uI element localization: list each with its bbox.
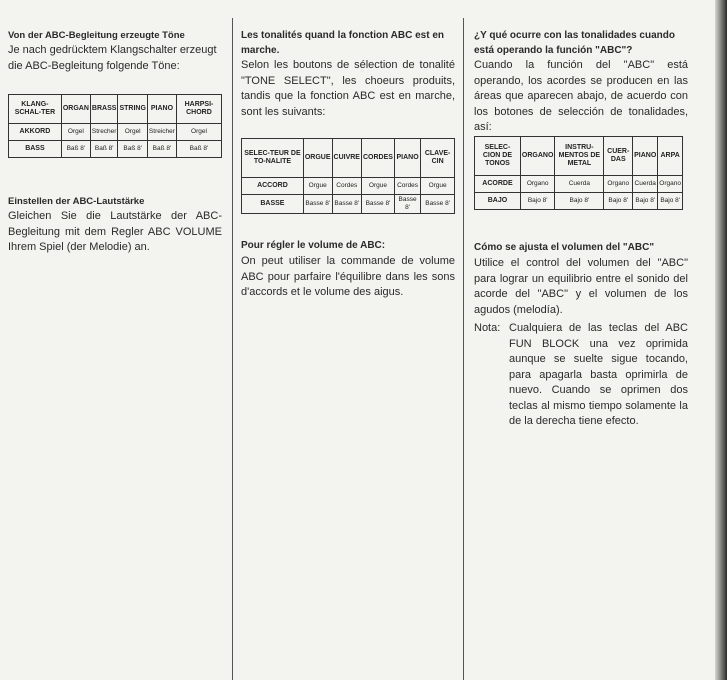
table-cell: Baß 8' bbox=[90, 141, 118, 158]
table-cell: Cuerda bbox=[555, 176, 604, 193]
table-row bbox=[9, 141, 222, 158]
col3-para-volume: Utilice el control del volumen del "ABC" para lograr un equilibrio entre el sonido del acorde del "ABC" y el volumen de los agudos (melodía). bbox=[474, 257, 688, 316]
table-cell: Streicher bbox=[147, 124, 176, 141]
table-cell: Cordes bbox=[394, 178, 420, 195]
col3-nota-text: Cualquiera de las teclas del ABC FUN BLOCK una vez oprimida aunque se suelte sigue tocando, para apagarla basta oprimirla de nuevo. Cuando se oprimen dos teclas al mismo tiempo solamente la de la derecha tiene efecto. bbox=[509, 322, 688, 427]
table-header-cell: ORGUE bbox=[303, 139, 332, 178]
table-cell: Bajo 8' bbox=[604, 193, 633, 210]
table-header-cell: CORDES bbox=[361, 139, 394, 178]
table-cell: Orgue bbox=[361, 178, 394, 195]
table-cell: Basse 8' bbox=[332, 195, 361, 214]
table-cell: ACCORD bbox=[242, 178, 304, 195]
col3-tone-table bbox=[474, 136, 683, 210]
table-cell: Basse 8' bbox=[303, 195, 332, 214]
col1-heading-tones: Von der ABC-Begleitung erzeugte Töne bbox=[8, 30, 185, 41]
col1-tone-table bbox=[8, 94, 222, 158]
table-cell: Organo bbox=[604, 176, 633, 193]
table-header-cell: HARPSI-CHORD bbox=[176, 95, 221, 124]
table-cell: Orgue bbox=[303, 178, 332, 195]
table-header-cell: STRING bbox=[118, 95, 147, 124]
table-header-cell: PIANO bbox=[394, 139, 420, 178]
table-cell: Basse 8' bbox=[361, 195, 394, 214]
column-divider-left bbox=[232, 18, 233, 680]
table-header-row bbox=[9, 95, 222, 124]
table-header-row bbox=[475, 137, 683, 176]
table-cell: Orgel bbox=[176, 124, 221, 141]
table-cell: Strecher bbox=[90, 124, 118, 141]
table-row bbox=[475, 176, 683, 193]
table-header-cell: ORGANO bbox=[520, 137, 555, 176]
col3-para-tones: Cuando la función del "ABC" está operando, los acordes se producen en las áreas que aparecen abajo, de acuerdo con los botones de selección de tonalidades, así: bbox=[474, 59, 688, 133]
table-cell: Baß 8' bbox=[61, 141, 90, 158]
col1-para-tones: Je nach gedrücktem Klangschalter erzeugt die ABC-Begleitung folgende Töne: bbox=[8, 44, 217, 72]
table-cell: BASSE bbox=[242, 195, 304, 214]
table-header-cell: ARPA bbox=[658, 137, 683, 176]
table-header-cell: BRASS bbox=[90, 95, 118, 124]
table-header-cell: CUER-DAS bbox=[604, 137, 633, 176]
table-cell: Baß 8' bbox=[147, 141, 176, 158]
table-row bbox=[242, 178, 455, 195]
table-cell: ACORDE bbox=[475, 176, 521, 193]
table-cell: Basse 8' bbox=[421, 195, 455, 214]
table-row bbox=[9, 124, 222, 141]
table-header-row bbox=[242, 139, 455, 178]
table-cell: Cuerda bbox=[633, 176, 658, 193]
table-row bbox=[475, 193, 683, 210]
table-header-cell: SELEC-TEUR DE TO-NALITE bbox=[242, 139, 304, 178]
col3-nota-label: Nota: bbox=[474, 322, 501, 334]
table-cell: AKKORD bbox=[9, 124, 62, 141]
table-cell: Bajo 8' bbox=[658, 193, 683, 210]
column-divider-right bbox=[463, 18, 464, 680]
table-cell: Bajo 8' bbox=[520, 193, 555, 210]
table-cell: Orgel bbox=[118, 124, 147, 141]
col3-heading-volume: Cómo se ajusta el volumen del "ABC" bbox=[474, 242, 655, 253]
col3-heading-tones: ¿Y qué ocurre con las tonalidades cuando está operando la función "ABC"? bbox=[474, 30, 675, 56]
col2-heading-volume: Pour régler le volume de ABC: bbox=[241, 240, 386, 251]
col2-heading-tones: Les tonalités quand la fonction ABC est en marche. bbox=[241, 30, 444, 56]
table-cell: BAJO bbox=[475, 193, 521, 210]
table-cell: Organo bbox=[658, 176, 683, 193]
table-header-cell: PIANO bbox=[633, 137, 658, 176]
table-header-cell: SELEC-CION DE TONOS bbox=[475, 137, 521, 176]
col1-heading-volume: Einstellen der ABC-Lautstärke bbox=[8, 196, 145, 207]
col2-tone-table bbox=[241, 138, 455, 214]
table-header-cell: INSTRU-MENTOS DE METAL bbox=[555, 137, 604, 176]
table-cell: Orgue bbox=[421, 178, 455, 195]
table-row bbox=[242, 195, 455, 214]
table-header-cell: KLANG-SCHAL-TER bbox=[9, 95, 62, 124]
col2-para-volume: On peut utiliser la commande de volume ABC pour parfaire l'équilibre dans les sons d'accords et le volume des aigus. bbox=[241, 255, 455, 298]
table-cell: BASS bbox=[9, 141, 62, 158]
table-cell: Basse 8' bbox=[394, 195, 420, 214]
table-cell: Baß 8' bbox=[118, 141, 147, 158]
table-header-cell: PIANO bbox=[147, 95, 176, 124]
table-cell: Orgel bbox=[61, 124, 90, 141]
table-cell: Cordes bbox=[332, 178, 361, 195]
page-edge-shadow bbox=[715, 0, 727, 680]
table-header-cell: ORGAN bbox=[61, 95, 90, 124]
col1-para-volume: Gleichen Sie die Lautstärke der ABC-Begleitung mit dem Regler ABC VOLUME Ihrem Spiel (der Melodie) an. bbox=[8, 210, 222, 253]
table-cell: Baß 8' bbox=[176, 141, 221, 158]
table-header-cell: CUIVRE bbox=[332, 139, 361, 178]
table-cell: Bajo 8' bbox=[555, 193, 604, 210]
table-cell: Organo bbox=[520, 176, 555, 193]
table-cell: Bajo 8' bbox=[633, 193, 658, 210]
col2-para-tones: Selon les boutons de sélection de tonalité "TONE SELECT", les choeurs produits, tandis que la fonction ABC est en marche, sont les suivants: bbox=[241, 59, 455, 118]
table-header-cell: CLAVE-CIN bbox=[421, 139, 455, 178]
